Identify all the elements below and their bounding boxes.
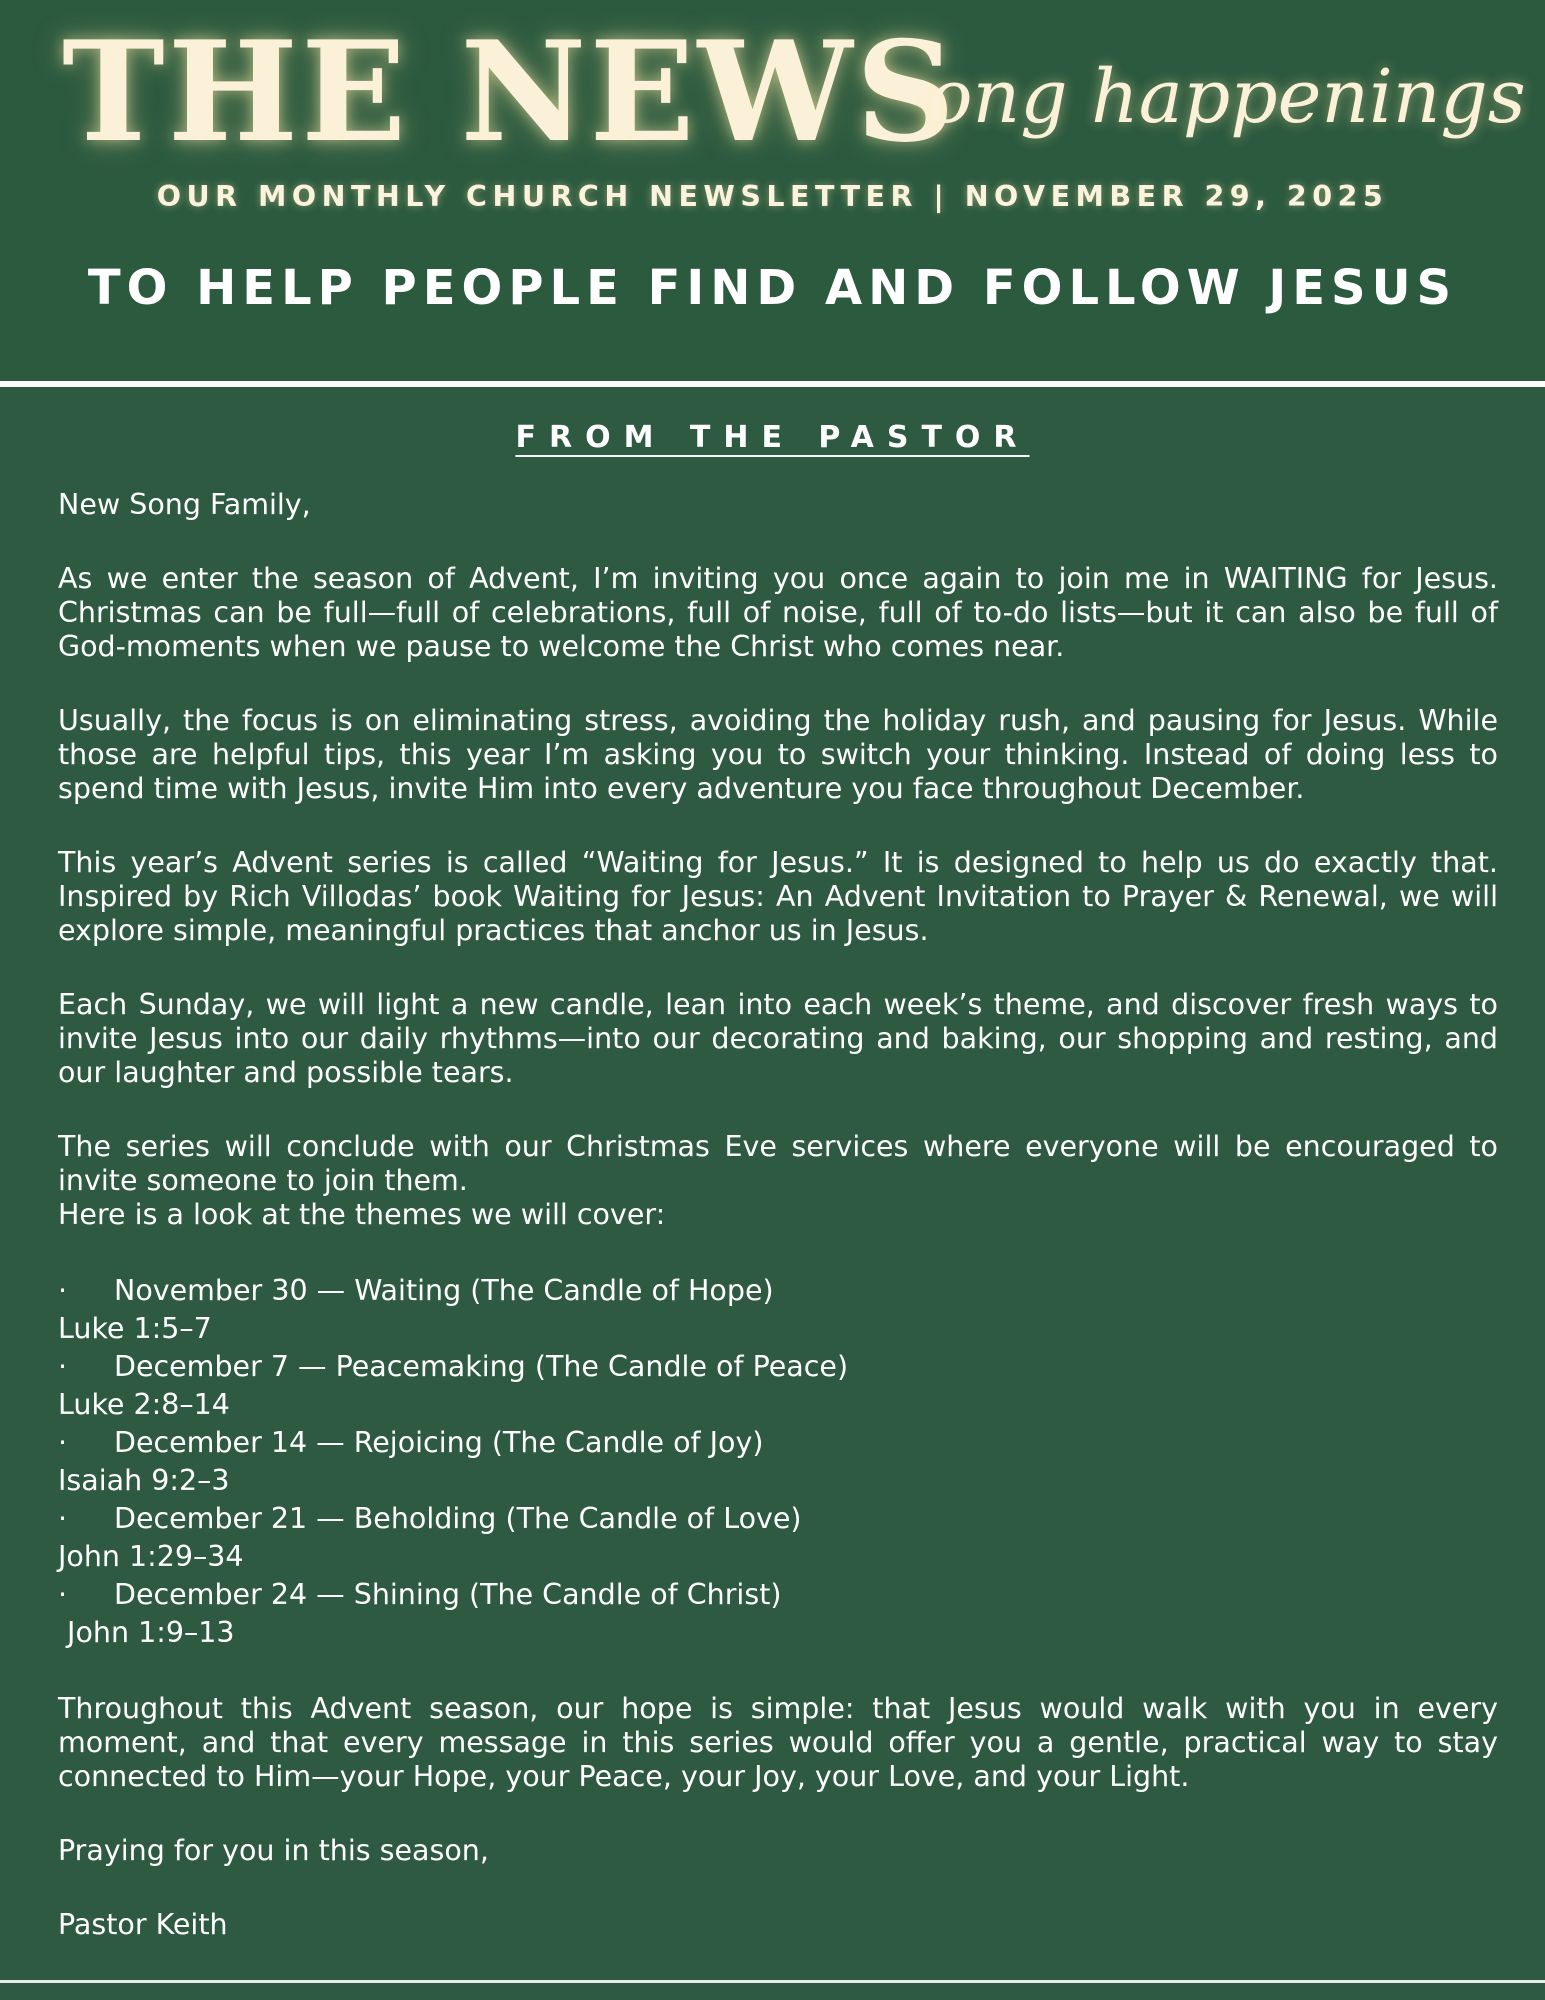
list-item [58, 1576, 1498, 1614]
letter-greeting: New Song Family, [58, 488, 311, 521]
newsletter-subtitle: OUR MONTHLY CHURCH NEWSLETTER | NOVEMBER 29, 2025 [156, 180, 1389, 213]
list-item [58, 1272, 1498, 1310]
newsletter-title: THE NEWS [62, 10, 959, 173]
pastor-letter [58, 488, 1498, 1942]
newsletter-header [0, 0, 1545, 380]
footer-divider [0, 1980, 1545, 1983]
bullet: · [58, 1350, 68, 1383]
section-heading-text: FROM THE PASTOR [515, 420, 1030, 455]
theme-text: December 24 — Shining (The Candle of Christ) [114, 1578, 782, 1611]
themes-intro: Here is a look at the themes we will cover: [58, 1198, 666, 1231]
letter-paragraph: This year’s Advent series is called “Waiting for Jesus.” It is designed to help us do exactly that. Inspired by Rich Villodas’ book Waiting for Jesus: An Advent Invitation to Prayer & Renewal, we will explore simple, meaningful practices that anchor us in Jesus. [58, 846, 1498, 947]
scripture-reference: Luke 1:5–7 [58, 1312, 212, 1345]
theme-text: December 21 — Beholding (The Candle of Love) [114, 1502, 802, 1535]
letter-paragraph: Usually, the focus is on eliminating stress, avoiding the holiday rush, and pausing for Jesus. While those are helpful tips, this year I’m asking you to switch your thinking. Instead of doing less to spend time with Jesus, invite Him into every adventure you face throughout December. [58, 704, 1498, 805]
scripture-reference: Luke 2:8–14 [58, 1388, 230, 1421]
list-item [58, 1348, 1498, 1386]
header-divider [0, 381, 1545, 387]
list-item [58, 1500, 1498, 1538]
mission-statement: TO HELP PEOPLE FIND AND FOLLOW JESUS [87, 260, 1458, 316]
letter-paragraph: Each Sunday, we will light a new candle, lean into each week’s theme, and discover fresh ways to invite Jesus into our daily rhythms—into our decorating and baking, our shopping and resting, and our laughter and possible tears. [58, 988, 1498, 1089]
theme-text: December 14 — Rejoicing (The Candle of Joy) [114, 1426, 764, 1459]
scripture-reference: John 1:29–34 [58, 1540, 244, 1573]
letter-paragraph: As we enter the season of Advent, I’m inviting you once again to join me in WAITING for Jesus. Christmas can be full—full of celebrations, full of noise, full of to-do lists—but it can also be full of God-moments when we pause to welcome the Christ who comes near. [58, 562, 1498, 663]
bullet: · [58, 1502, 68, 1535]
bullet: · [58, 1426, 68, 1459]
newsletter-script-title: ong happenings [928, 54, 1526, 140]
themes-list [58, 1272, 1498, 1652]
masthead [0, 10, 1545, 173]
list-item [58, 1424, 1498, 1462]
bullet: · [58, 1274, 68, 1307]
theme-text: November 30 — Waiting (The Candle of Hope) [114, 1274, 774, 1307]
theme-text: December 7 — Peacemaking (The Candle of Peace) [114, 1350, 849, 1383]
letter-signoff: Praying for you in this season, [58, 1834, 489, 1867]
closing-paragraph: Throughout this Advent season, our hope is simple: that Jesus would walk with you in every moment, and that every message in this series would offer you a gentle, practical way to stay connected to Him—your Hope, your Peace, your Joy, your Love, and your Light. [58, 1692, 1498, 1793]
letter-paragraph: The series will conclude with our Christmas Eve services where everyone will be encouraged to invite someone to join them. [58, 1130, 1498, 1197]
bullet: · [58, 1578, 68, 1611]
section-heading [0, 420, 1545, 455]
scripture-reference: Isaiah 9:2–3 [58, 1464, 230, 1497]
letter-signature: Pastor Keith [58, 1908, 228, 1941]
scripture-reference: John 1:9–13 [58, 1616, 235, 1649]
